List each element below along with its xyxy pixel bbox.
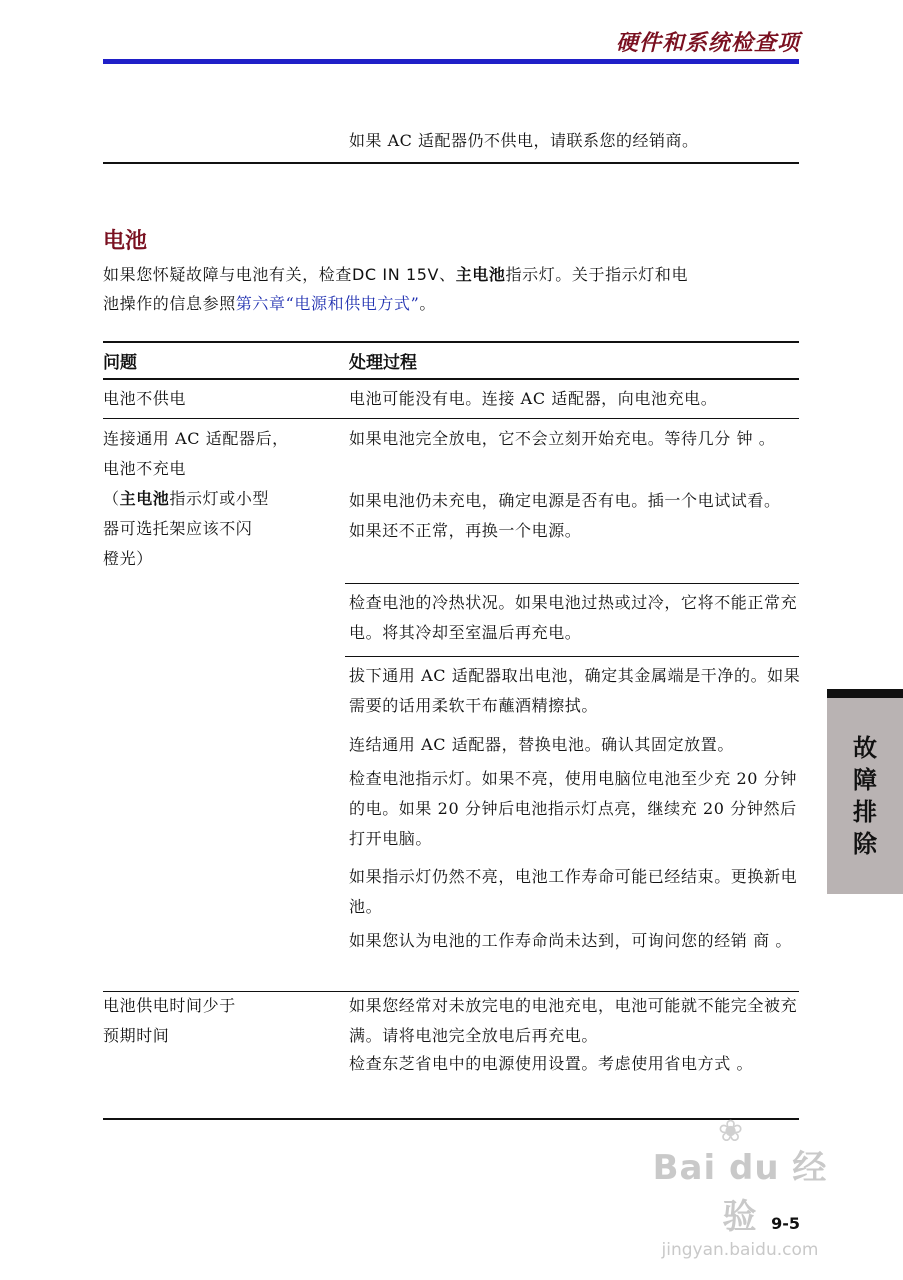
main-battery-label: 主电池 xyxy=(119,489,170,508)
side-tab-bar xyxy=(827,689,903,698)
procedure-step: 如果指示灯仍然不亮，电池工作寿命可能已经结束。更换新电池。 xyxy=(349,867,798,916)
problem-line: 电池不充电 xyxy=(103,459,187,478)
procedure-step: 连结通用 AC 适配器，替换电池。确认其固定放置。 xyxy=(349,735,734,754)
procedure-step: 检查东芝省电中的电源使用设置。考虑使用省电方式 。 xyxy=(349,1054,754,1073)
procedure-step: 如果电池仍未充电，确定电源是否有电。插一个电试试看。如果还不正常，再换一个电源。 xyxy=(349,491,781,540)
column-header-procedure: 处理过程 xyxy=(349,353,417,373)
column-header-problem: 问题 xyxy=(103,353,137,373)
paren: （ xyxy=(103,489,120,508)
problem-line: 预期时间 xyxy=(103,1026,170,1045)
baidu-watermark xyxy=(640,1114,840,1260)
intro-sep: 、 xyxy=(439,265,456,284)
table-header-rule xyxy=(103,378,799,380)
page-header-title: 硬件和系统检查项 xyxy=(615,31,800,56)
problem-cell: 电池不供电 xyxy=(103,389,187,408)
procedure-step: 拔下通用 AC 适配器取出电池，确定其金属端是干净的。如果需要的话用柔软干布蘸酒精擦拭。 xyxy=(349,666,801,715)
divider xyxy=(103,162,799,164)
intro-text: 如果您怀疑故障与电池有关，检查 xyxy=(103,265,353,284)
chapter-link[interactable]: 第六章“电源和供电方式” xyxy=(235,294,420,313)
watermark-url: jingyan.baidu.com xyxy=(661,1240,819,1260)
problem-line: 电池供电时间少于 xyxy=(103,996,236,1015)
problem-line: 器可选托架应该不闪 xyxy=(103,519,253,538)
row-divider xyxy=(103,418,799,419)
intro-text: 池操作的信息参照 xyxy=(103,294,236,313)
procedure-step: 如果您经常对未放完电的电池充电，电池可能就不能完全被充满。请将电池完全放电后再充电。 xyxy=(349,996,798,1045)
table-bottom-rule xyxy=(103,1118,799,1120)
watermark-main: Bai du 经验 xyxy=(652,1148,828,1237)
problem-cell xyxy=(103,424,328,574)
problem-cell xyxy=(103,991,328,1051)
dc-in-indicator: DC IN 15V xyxy=(352,265,440,284)
step-divider xyxy=(345,583,799,584)
procedure-step: 如果电池完全放电，它不会立刻开始充电。等待几分 钟 。 xyxy=(349,429,776,448)
procedure-step: 如果您认为电池的工作寿命尚未达到，可询问您的经销 商 。 xyxy=(349,931,792,950)
page-number: 9-5 xyxy=(771,1214,800,1233)
paw-icon: ❀ xyxy=(718,1114,744,1149)
problem-line: 连接通用 AC 适配器后， xyxy=(103,429,289,448)
chapter-side-tab xyxy=(827,698,903,894)
table-top-rule xyxy=(103,341,799,343)
section-title: 电池 xyxy=(103,229,148,254)
procedure-step: 检查电池的冷热状况。如果电池过热或过冷，它将不能正常充电。将其冷却至室温后再充电。 xyxy=(349,593,798,642)
header-rule xyxy=(103,59,799,64)
problem-line xyxy=(103,484,328,514)
section-intro xyxy=(103,260,803,318)
continued-text: 如果 AC 适配器仍不供电，请联系您的经销商。 xyxy=(349,131,699,150)
problem-line: 橙光） xyxy=(103,549,153,568)
procedure-step: 检查电池指示灯。如果不亮，使用电脑位电池至少充 20 分钟的电。如果 20 分钟后电池指示灯点亮，继续充 20 分钟然后打开电脑。 xyxy=(349,769,797,848)
side-tab-char: 除 xyxy=(853,830,877,858)
intro-end: 。 xyxy=(419,294,436,313)
side-tab-char: 故 xyxy=(853,734,877,762)
side-tab-char: 排 xyxy=(853,798,877,826)
problem-text: 指示灯或小型 xyxy=(169,489,270,508)
side-tab-char: 障 xyxy=(853,766,877,794)
step-divider xyxy=(345,656,799,657)
procedure-step: 电池可能没有电。连接 AC 适配器，向电池充电。 xyxy=(349,389,718,408)
intro-text: 指示灯。关于指示灯和电 xyxy=(505,265,689,284)
main-battery-indicator: 主电池 xyxy=(455,265,506,284)
